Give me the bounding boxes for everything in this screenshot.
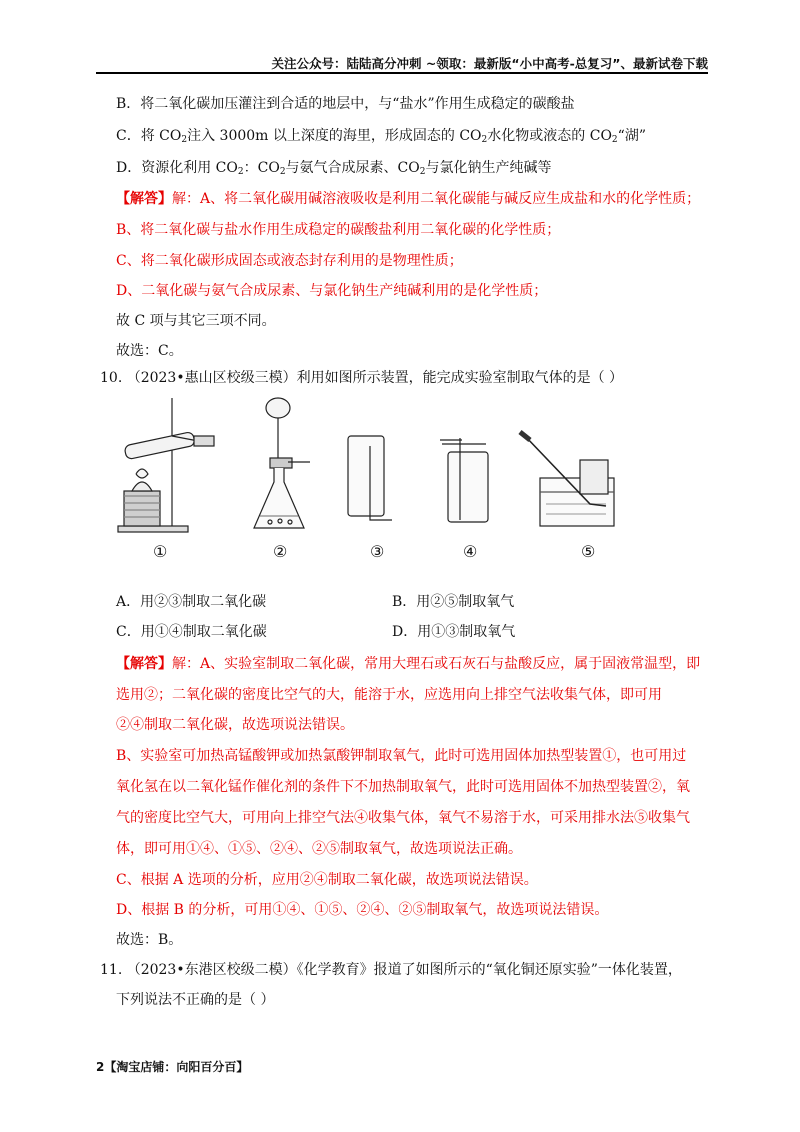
answer-line-b: B、将二氧化碳与盐水作用生成稳定的碳酸盐利用二氧化碳的化学性质； xyxy=(116,222,561,238)
q10-answer-line-4: B、实验室可加热高锰酸钾或加热氯酸钾制取氧气，此时可选用固体加热型装置①，也可用过 xyxy=(116,748,687,764)
question-11-stem-2: 下列说法不正确的是（ ） xyxy=(116,992,275,1008)
option-d: D．资源化利用 $CO_2$：$CO_2$与氨气合成尿素、$CO_2$与氯化钠生产纯碱等 xyxy=(116,160,552,177)
apparatus-1-solid-heating xyxy=(118,398,214,532)
q10-answer-line-9: D、根据 B 的分析，可用①④、①⑤、②④、②⑤制取氧气，故选项说法错误。 xyxy=(116,902,609,918)
apparatus-3-gas-bottle xyxy=(348,436,392,520)
question-10-option-c: C．用①④制取二氧化碳 xyxy=(116,624,267,640)
question-10-stem: 10. （2023•惠山区校级三模）利用如图所示装置，能完成实验室制取气体的是（ ） xyxy=(100,370,624,386)
question-11-stem-1: 11. （2023•东港区校级二模）《化学教育》报道了如图所示的“氧化铜还原实验”一体化装置， xyxy=(100,962,682,978)
question-10-option-d: D．用①③制取氧气 xyxy=(392,624,516,640)
option-b: B．将二氧化碳加压灌注到合适的地层中，与“盐水”作用生成稳定的碳酸盐 xyxy=(116,96,575,112)
figure-label-1: ① xyxy=(153,542,168,561)
figure-label-4: ④ xyxy=(463,542,478,561)
q10-answer-line-5: 氧化氢在以二氧化锰作催化剂的条件下不加热制取氧气，此时可选用固体不加热型装置②，氧 xyxy=(116,779,690,795)
answer-line-d: D、二氧化碳与氨气合成尿素、与氯化钠生产纯碱利用的是化学性质； xyxy=(116,283,548,299)
page-header: 关注公众号：陆陆高分冲刺 ~领取：最新版“小中高考-总复习”、最新试卷下载 xyxy=(271,56,708,71)
q10-answer-line-6: 气的密度比空气大，可用向上排空气法④收集气体，氧气不易溶于水，可采用排水法⑤收集气 xyxy=(116,810,690,826)
figure-label-5: ⑤ xyxy=(581,542,596,561)
page-number: 2 xyxy=(96,1060,105,1074)
figure-label-3: ③ xyxy=(370,542,385,561)
q10-answer-line-1: 【解答】解：A、实验室制取二氧化碳，常用大理石或石灰石与盐酸反应，属于固液常温型，即 xyxy=(116,656,701,672)
apparatus-2-flask xyxy=(254,398,310,528)
answer-choice: 故选：C。 xyxy=(116,343,183,359)
apparatus-figure xyxy=(110,396,630,536)
figure-label-2: ② xyxy=(273,542,288,561)
q10-answer-line-3: ②④制取二氧化碳，故选项说法错误。 xyxy=(116,717,354,733)
q10-answer-line-8: C、根据 A 选项的分析，应用②④制取二氧化碳，故选项说法错误。 xyxy=(116,872,538,888)
page-footer xyxy=(96,1058,248,1075)
question-10-option-b: B．用②⑤制取氧气 xyxy=(392,594,515,610)
option-c: C．将 $CO_2$注入 3000m 以上深度的海里，形成固态的 $CO_2$水化物或液态的 $CO_2“$湖” xyxy=(116,128,646,145)
apparatus-4-gas-bottle xyxy=(440,438,488,522)
answer-conclusion: 故 C 项与其它三项不同。 xyxy=(116,313,276,329)
shop-name: 【淘宝店铺：向阳百分百】 xyxy=(104,1060,249,1074)
header-divider xyxy=(96,72,708,74)
q10-answer-line-7: 体，即可用①④、①⑤、②④、②⑤制取氧气，故选项说法正确。 xyxy=(116,841,522,857)
q10-answer-line-2: 选用②；二氧化碳的密度比空气的大，能溶于水，应选用向上排空气法收集气体，即可用 xyxy=(116,687,662,703)
answer-line-a: 【解答】解：A、将二氧化碳用碱溶液吸收是利用二氧化碳能与碱反应生成盐和水的化学性质； xyxy=(116,191,701,207)
question-10-option-a: A．用②③制取二氧化碳 xyxy=(116,594,267,610)
answer-line-c: C、将二氧化碳形成固态或液态封存利用的是物理性质； xyxy=(116,253,463,269)
apparatus-5-water-trough xyxy=(520,432,614,526)
q10-answer-choice: 故选：B。 xyxy=(116,932,183,948)
